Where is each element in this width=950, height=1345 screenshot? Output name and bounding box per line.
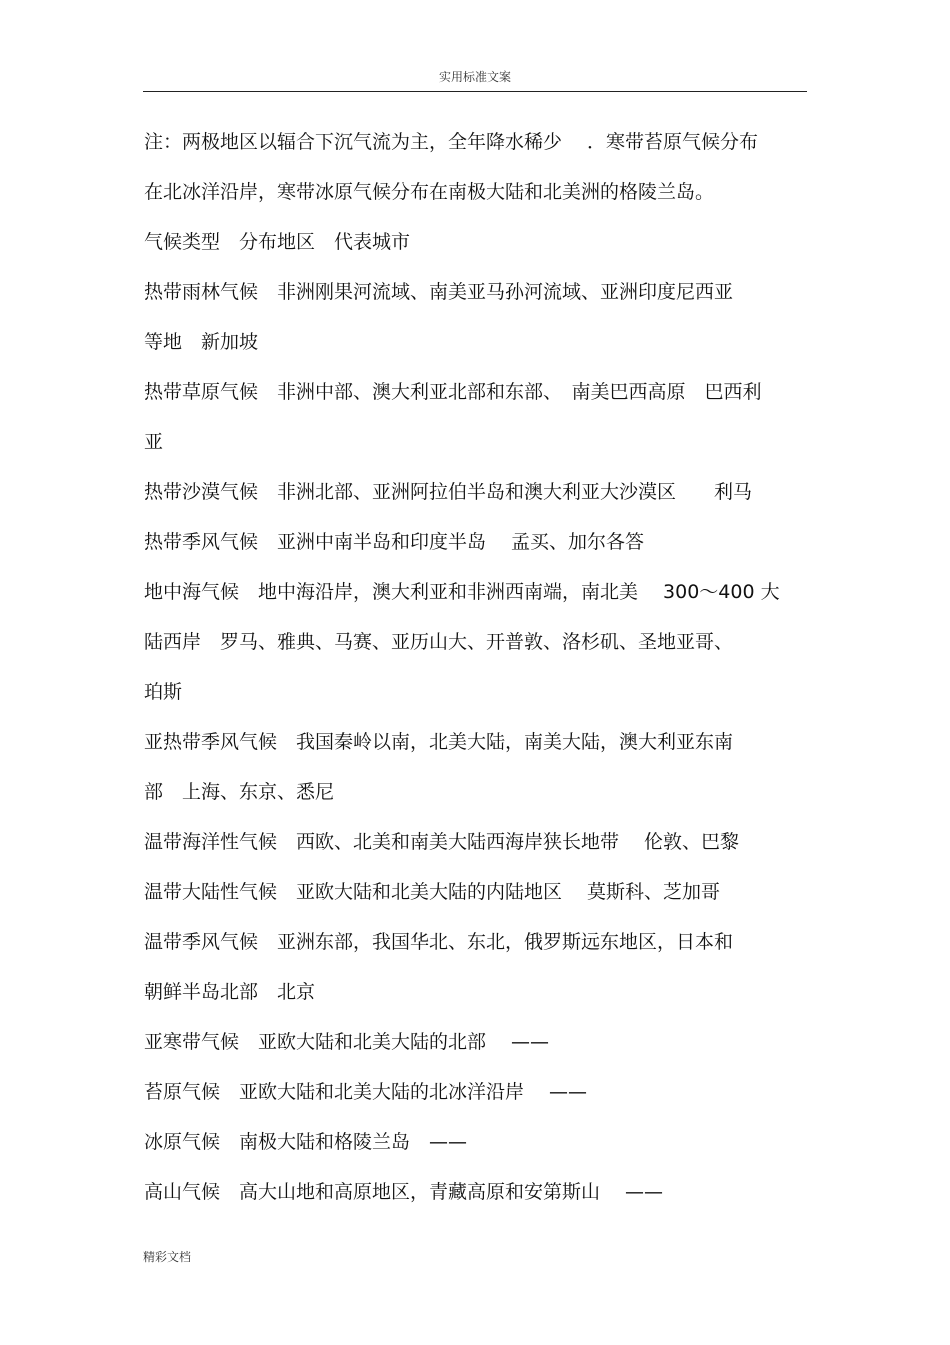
- text-line: 温带季风气候 亚洲东部，我国华北、东北，俄罗斯远东地区，日本和: [144, 931, 734, 953]
- text-line: 在北冰洋沿岸，寒带冰原气候分布在南极大陆和北美洲的格陵兰岛。: [144, 181, 715, 203]
- text-line: 部 上海、东京、悉尼: [144, 781, 335, 803]
- text-line: 亚寒带气候 亚欧大陆和北美大陆的北部 ——: [144, 1031, 550, 1053]
- text-line: 热带雨林气候 非洲刚果河流域、南美亚马孙河流域、亚洲印度尼西亚: [144, 281, 734, 303]
- text-line: 朝鲜半岛北部 北京: [144, 981, 316, 1003]
- text-line: 气候类型 分布地区 代表城市: [144, 231, 411, 253]
- text-line: 温带海洋性气候 西欧、北美和南美大陆西海岸狭长地带 伦敦、巴黎: [144, 831, 740, 853]
- header-rule: [143, 91, 807, 92]
- page-footer: 精彩文档: [143, 1250, 192, 1264]
- text-line: 珀斯: [144, 681, 183, 703]
- text-line: 苔原气候 亚欧大陆和北美大陆的北冰洋沿岸 ——: [144, 1081, 588, 1103]
- text-line: 亚: [144, 431, 164, 453]
- page-header: 实用标准文案: [438, 70, 511, 84]
- text-line: 冰原气候 南极大陆和格陵兰岛 ——: [144, 1131, 468, 1153]
- text-line: 地中海气候 地中海沿岸，澳大利亚和非洲西南端，南北美 300～400 大: [144, 581, 780, 603]
- text-line: 温带大陆性气候 亚欧大陆和北美大陆的内陆地区 莫斯科、芝加哥: [144, 881, 721, 903]
- text-line: 陆西岸 罗马、雅典、马赛、亚历山大、开普敦、洛杉矶、圣地亚哥、: [144, 631, 734, 653]
- text-line: 热带沙漠气候 非洲北部、亚洲阿拉伯半岛和澳大利亚大沙漠区 利马: [144, 481, 753, 503]
- text-line: 高山气候 高大山地和高原地区，青藏高原和安第斯山 ——: [144, 1181, 664, 1203]
- document-body: [144, 122, 824, 1222]
- text-line: 亚热带季风气候 我国秦岭以南，北美大陆，南美大陆，澳大利亚东南: [144, 731, 734, 753]
- text-line: 热带草原气候 非洲中部、澳大利亚北部和东部、 南美巴西高原 巴西利: [144, 381, 762, 403]
- text-line: 热带季风气候 亚洲中南半岛和印度半岛 孟买、加尔各答: [144, 531, 645, 553]
- text-line: 注：两极地区以辐合下沉气流为主，全年降水稀少 ．寒带苔原气候分布: [144, 131, 759, 153]
- text-line: 等地 新加坡: [144, 331, 259, 353]
